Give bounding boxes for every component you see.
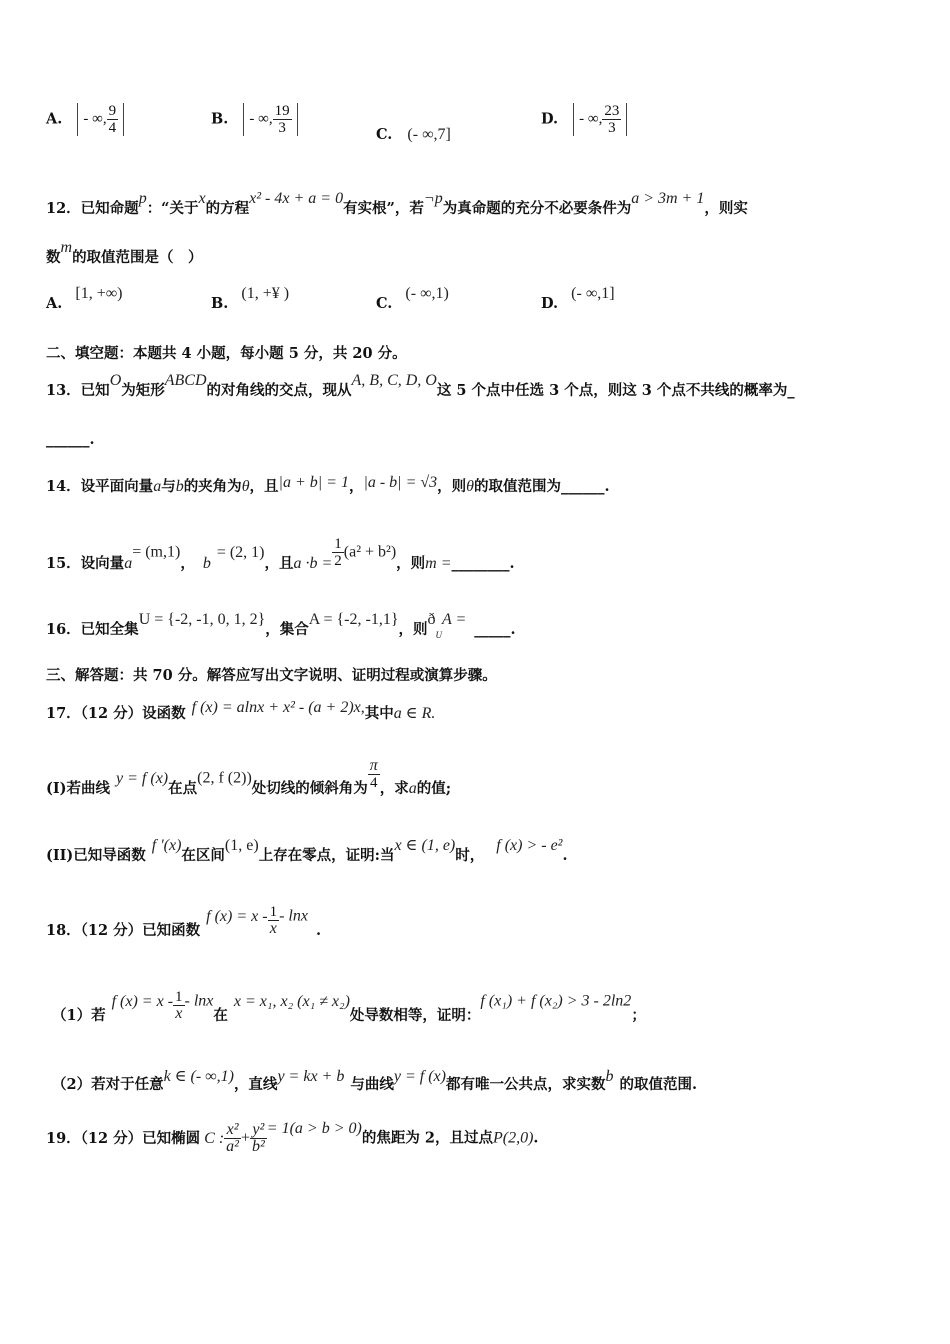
q17-part-2: (II)已知导函数f '(x)在区间(1, e)上存在零点，证明:当x ∈ (1, e)时，f (x) > - e². xyxy=(46,837,568,864)
q15-stem: 15．设向量a= (m,1)， b= (2, 1)，且a ·b = $\frac{1}{2}$ (a² + b²)，则m =________. xyxy=(46,536,515,572)
q12-stem: 12．已知命题p：“关于x的方程x² - 4x + a = 0有实根”，若¬p为真命题的充分不必要条件为a > 3m + 1，则实 xyxy=(46,190,748,217)
q18-stem: 18．（12 分）已知函数f (x) = x - $\frac{1}{x}$ - lnx. xyxy=(46,904,322,939)
q11-option-a: A. - ∞, $\frac{9}{4}$ xyxy=(46,103,124,136)
q17-pi-over-4: $\frac{\pi}{4}$ xyxy=(369,757,378,791)
q11-a-interval: - ∞, $\frac{9}{4}$ xyxy=(77,103,124,136)
q11-option-b: B. - ∞, $\frac{19}{3}$ xyxy=(211,103,298,136)
q11-b-interval: - ∞, $\frac{19}{3}$ xyxy=(243,103,297,136)
q11-option-d: D. - ∞, $\frac{23}{3}$ xyxy=(541,103,627,136)
q12-condition: a > 3m + 1 xyxy=(631,190,705,207)
q17-stem: 17．（12 分）设函数 f (x) = alnx + x² - (a + 2)x,其中a ∈ R. xyxy=(46,699,436,722)
q15-half-fraction: $\frac{1}{2}$ xyxy=(334,536,342,569)
q12-option-b: B. (1, +¥ ) xyxy=(211,285,290,312)
q18-part-2: （2）若对于任意k ∈ (- ∞,1)，直线y = kx + b 与曲线y = f (x)都有唯一公共点，求实数b 的取值范围. xyxy=(52,1068,698,1093)
q18-part-1: （1）若f (x) = x - $\frac{1}{x}$ - lnx在x = x₁, x₂ (x₁ ≠ x₂)处导数相等，证明：f (x₁) + f (x₂) > 3 - 2ln2； xyxy=(52,989,646,1024)
section-2-heading: 二、填空题：本题共 4 小题，每小题 5 分，共 20 分。 xyxy=(46,345,407,362)
q12-equation: x² - 4x + a = 0 xyxy=(249,190,344,207)
q13-stem: 13．已知O为矩形ABCD的对角线的交点，现从A, B, C, D, O这 5 个点中任选 3 个点，则这 3 个点不共线的概率为_ xyxy=(46,372,795,399)
section-3-heading: 三、解答题：共 70 分。解答应写出文字说明、证明过程或演算步骤。 xyxy=(46,667,497,684)
q17-function: f (x) = alnx + x² - (a + 2)x, xyxy=(191,699,365,716)
q11-option-c: C. (- ∞,7] xyxy=(376,126,451,143)
q12-option-d: D. (- ∞,1] xyxy=(541,285,615,312)
q12-stem-cont: 数m的取值范围是（ ） xyxy=(46,239,203,266)
q12-option-a: A. [1, +∞) xyxy=(46,285,123,312)
q13-answer-blank: ______. xyxy=(46,431,95,448)
q19-stem: 19．（12 分）已知椭圆 C : $\frac{\text{x²}}{\text{a²}}$ + $\frac{\text{y²}}{\text{b²}}$ = 1(a > b > 0)的焦距为 2，且过点P(2,0). xyxy=(46,1119,539,1155)
q14-stem: 14．设平面向量a与b的夹角为θ，且|a + b| = 1，|a - b| = √3，则θ的取值范围为______. xyxy=(46,474,610,495)
q16-stem: 16．已知全集U = {-2, -1, 0, 1, 2}，集合A = {-2, -1,1}，则$ð_UA$ =_____. xyxy=(46,611,516,640)
q12-option-c: C. (- ∞,1) xyxy=(376,285,449,312)
q11-d-interval: - ∞, $\frac{23}{3}$ xyxy=(573,103,627,136)
q17-part-1: (I)若曲线y = f (x)在点(2, f (2))处切线的倾斜角为 $\frac{\pi}{4}$ ，求a的值; xyxy=(46,757,452,797)
